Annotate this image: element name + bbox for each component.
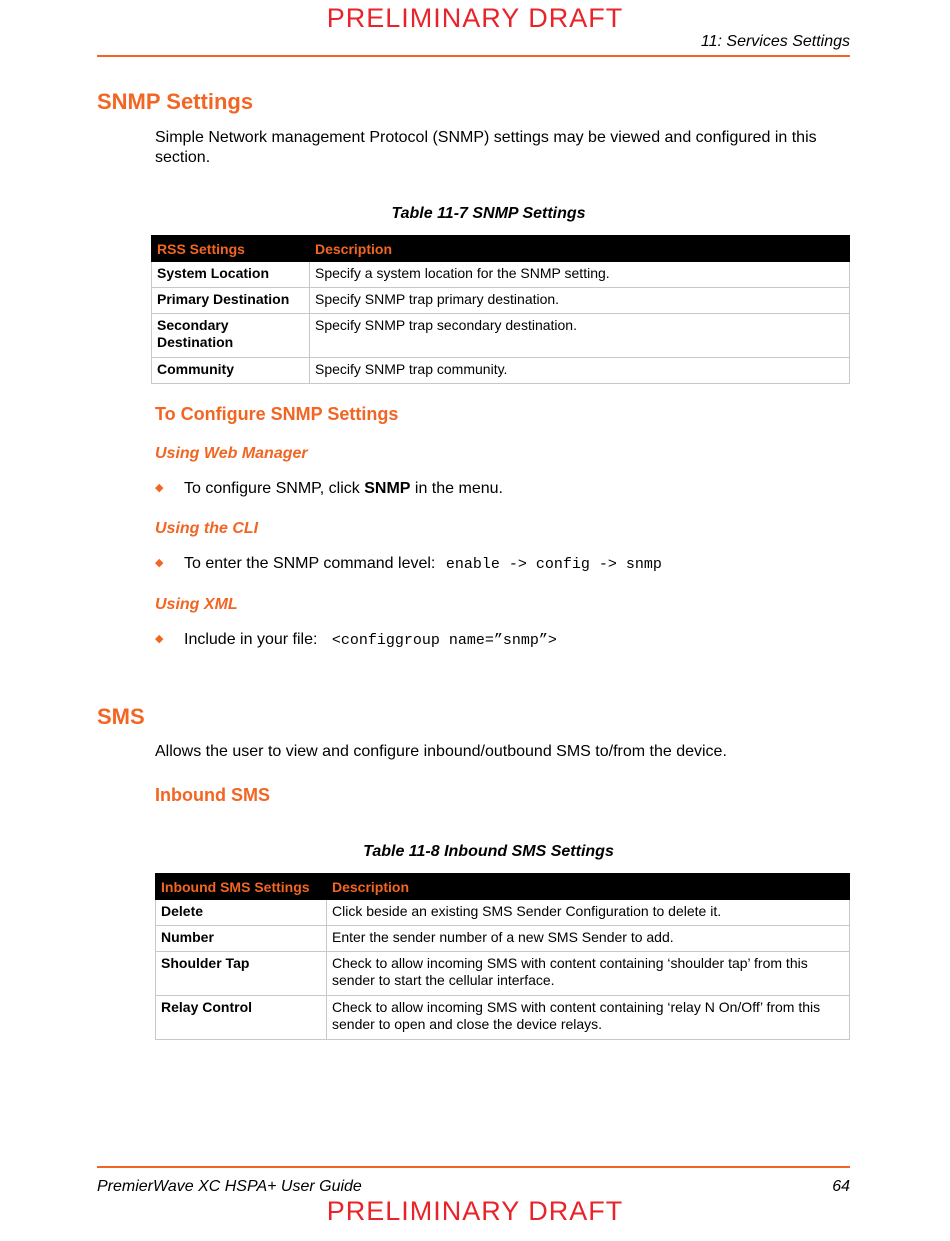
- setting-name: Delete: [156, 900, 327, 926]
- sms-heading: SMS: [97, 704, 145, 729]
- table-row: [156, 952, 850, 996]
- bullet-diamond-icon: ◆: [155, 633, 164, 645]
- table-row: [156, 900, 850, 926]
- xml-snippet: <configgroup name=”snmp”>: [331, 632, 557, 649]
- inbound-sms-heading: Inbound SMS: [155, 785, 270, 805]
- column-header: Description: [327, 874, 850, 900]
- bullet-diamond-icon: ◆: [155, 482, 164, 494]
- bullet-diamond-icon: ◆: [155, 557, 164, 569]
- cli-heading: Using the CLI: [155, 520, 259, 537]
- column-header: RSS Settings: [152, 236, 310, 262]
- table-row: [156, 926, 850, 952]
- setting-name: Relay Control: [156, 996, 327, 1040]
- setting-description: Specify SNMP trap secondary destination.: [310, 314, 850, 358]
- snmp-table-caption: Table 11-7 SNMP Settings: [391, 205, 586, 222]
- setting-description: Enter the sender number of a new SMS Sender to add.: [327, 926, 850, 952]
- setting-description: Check to allow incoming SMS with content containing ‘relay N On/Off’ from this sender to open and close the device relays.: [327, 996, 850, 1040]
- chapter-header: 11: Services Settings: [700, 33, 850, 50]
- setting-name: Number: [156, 926, 327, 952]
- table-header-row: [152, 236, 850, 262]
- header-rule: [97, 55, 850, 57]
- cli-step: [155, 555, 662, 573]
- step-text: Include in your file:: [184, 631, 322, 648]
- snmp-intro: Simple Network management Protocol (SNMP) settings may be viewed and configured in this section.: [155, 129, 817, 166]
- web-manager-heading: Using Web Manager: [155, 445, 308, 462]
- setting-description: Specify SNMP trap primary destination.: [310, 288, 850, 314]
- setting-name: Shoulder Tap: [156, 952, 327, 996]
- inbound-sms-table: [155, 873, 850, 1040]
- step-text: To enter the SNMP command level:: [184, 555, 440, 572]
- setting-description: Click beside an existing SMS Sender Configuration to delete it.: [327, 900, 850, 926]
- setting-description: Specify SNMP trap community.: [310, 358, 850, 384]
- setting-description: Check to allow incoming SMS with content containing ‘shoulder tap’ from this sender to start the cellular interface.: [327, 952, 850, 996]
- web-manager-step: [155, 480, 503, 498]
- snmp-settings-heading: SNMP Settings: [97, 89, 254, 114]
- watermark-bottom: PRELIMINARY DRAFT: [326, 1196, 624, 1226]
- xml-heading: Using XML: [155, 596, 238, 613]
- step-text: in the menu.: [410, 480, 503, 497]
- configure-snmp-heading: To Configure SNMP Settings: [155, 404, 399, 424]
- page-number: 64: [832, 1178, 850, 1195]
- snmp-settings-table: [151, 235, 850, 384]
- cli-command: enable -> config -> snmp: [445, 556, 662, 573]
- table-row: [152, 358, 850, 384]
- table-row: [152, 314, 850, 358]
- column-header: Description: [310, 236, 850, 262]
- column-header: Inbound SMS Settings: [156, 874, 327, 900]
- setting-name: Primary Destination: [152, 288, 310, 314]
- guide-title: PremierWave XC HSPA+ User Guide: [97, 1178, 362, 1195]
- table-row: [152, 288, 850, 314]
- setting-name: System Location: [152, 262, 310, 288]
- xml-step: [155, 631, 557, 649]
- inbound-table-caption: Table 11-8 Inbound SMS Settings: [363, 843, 614, 860]
- footer-rule: [97, 1166, 850, 1168]
- step-text: To configure SNMP, click: [184, 480, 365, 497]
- table-header-row: [156, 874, 850, 900]
- watermark-top: PRELIMINARY DRAFT: [326, 3, 624, 33]
- snmp-menu-name: SNMP: [364, 480, 411, 497]
- setting-name: Community: [152, 358, 310, 384]
- sms-intro: Allows the user to view and configure inbound/outbound SMS to/from the device.: [155, 743, 727, 760]
- table-row: [152, 262, 850, 288]
- setting-name: Secondary Destination: [152, 314, 310, 358]
- table-row: [156, 996, 850, 1040]
- setting-description: Specify a system location for the SNMP setting.: [310, 262, 850, 288]
